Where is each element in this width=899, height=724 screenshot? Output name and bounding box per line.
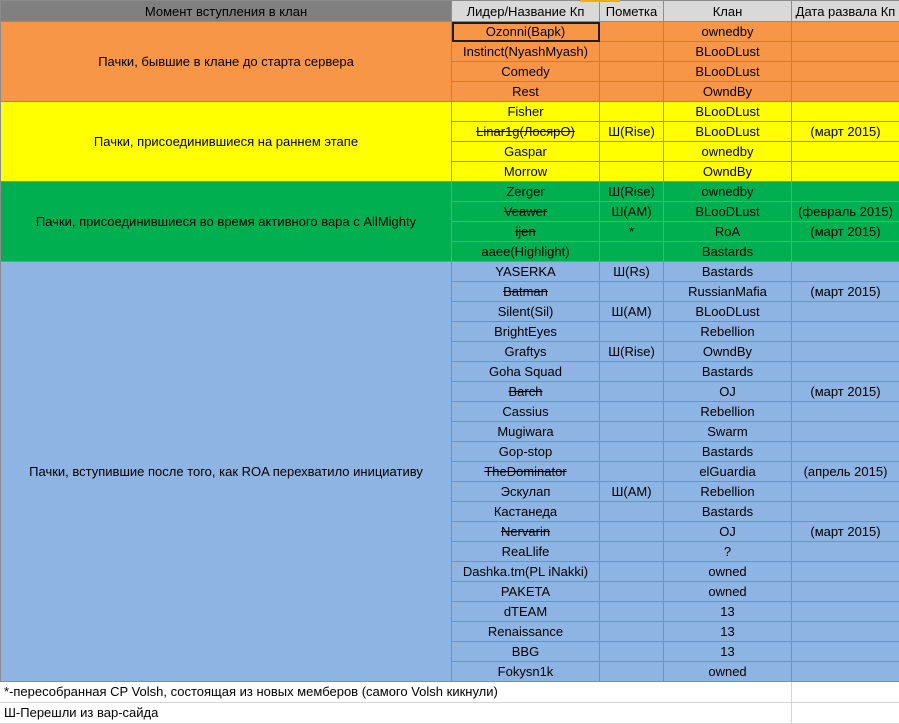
cell-date[interactable] (792, 422, 899, 442)
cell-date-text: (февраль 2015) (798, 204, 893, 219)
cell-clan[interactable] (664, 282, 792, 302)
cell-clan-text: Bastards (702, 244, 753, 259)
cell-note[interactable] (600, 342, 664, 362)
cell-note[interactable] (600, 122, 664, 142)
cell-note[interactable] (600, 622, 664, 642)
cell-clan[interactable] (664, 662, 792, 682)
cell-leader[interactable] (452, 362, 600, 382)
cell-note[interactable] (600, 222, 664, 242)
cell-leader-text: dTEAM (504, 604, 547, 619)
cell-note[interactable] (600, 422, 664, 442)
cell-leader[interactable] (452, 562, 600, 582)
sheet-corner-marker (580, 0, 620, 2)
cell-date[interactable] (792, 342, 899, 362)
cell-clan-text: OwndBy (703, 164, 752, 179)
cell-note[interactable] (600, 162, 664, 182)
cell-clan-text: BLooDLust (695, 104, 759, 119)
cell-note[interactable] (600, 662, 664, 682)
cell-note[interactable] (600, 482, 664, 502)
cell-clan[interactable] (664, 442, 792, 462)
cell-leader-text: aaee(Highlight) (481, 244, 569, 259)
cell-note[interactable] (600, 522, 664, 542)
cell-leader-text: BrightEyes (494, 324, 557, 339)
cell-clan-text: Bastards (702, 364, 753, 379)
cell-clan[interactable] (664, 462, 792, 482)
cell-leader[interactable] (452, 662, 600, 682)
cell-note[interactable] (600, 182, 664, 202)
group-label[interactable]: Пачки, присоединившиеся на раннем этапе (1, 102, 452, 182)
cell-leader[interactable] (452, 322, 600, 342)
cell-clan-text: BLooDLust (695, 64, 759, 79)
cell-note[interactable] (600, 242, 664, 262)
cell-leader[interactable] (452, 262, 600, 282)
header-row (1, 1, 899, 22)
cell-leader[interactable] (452, 62, 600, 82)
cell-note[interactable] (600, 202, 664, 222)
group-label[interactable]: Пачки, присоединившиеся во время активного вара с AllMighty (1, 182, 452, 262)
cell-clan[interactable] (664, 182, 792, 202)
cell-leader-text: Gop-stop (499, 444, 552, 459)
cell-leader[interactable] (452, 182, 600, 202)
cell-note-text: * (629, 224, 634, 239)
cell-clan-text: Rebellion (700, 324, 754, 339)
cell-note[interactable] (600, 502, 664, 522)
cell-clan-text: OJ (719, 524, 736, 539)
cell-note[interactable] (600, 42, 664, 62)
header-date[interactable]: Дата развала Кп (792, 1, 899, 22)
cell-clan-text: OJ (719, 384, 736, 399)
cell-date[interactable] (792, 302, 899, 322)
cell-note[interactable] (600, 562, 664, 582)
cell-clan-text: owned (708, 664, 746, 679)
cell-leader-text: ReaLlife (502, 544, 550, 559)
cell-leader-text: Zerger (506, 184, 544, 199)
cell-leader[interactable] (452, 602, 600, 622)
cell-leader-text: Dashka.tm(PL iNakki) (463, 564, 588, 579)
cell-date[interactable] (792, 402, 899, 422)
cell-clan-text: BLooDLust (695, 304, 759, 319)
cell-clan-text: BLooDLust (695, 44, 759, 59)
cell-date[interactable] (792, 442, 899, 462)
cell-date-text: (март 2015) (810, 524, 880, 539)
cell-leader-text: Эскулап (501, 484, 551, 499)
cell-clan-text: Swarm (707, 424, 747, 439)
cell-note[interactable] (600, 402, 664, 422)
cell-leader-text: Graftys (505, 344, 547, 359)
cell-note-text: Ш(Rise) (608, 344, 655, 359)
cell-clan-text: BLooDLust (695, 204, 759, 219)
cell-date[interactable] (792, 222, 899, 242)
cell-leader[interactable] (452, 22, 600, 42)
cell-clan-text: 13 (720, 624, 734, 639)
cell-note-text: Ш(Rs) (613, 264, 649, 279)
cell-date[interactable] (792, 622, 899, 642)
cell-clan[interactable] (664, 302, 792, 322)
header-clan[interactable]: Клан (664, 1, 792, 22)
cell-clan-text: Rebellion (700, 404, 754, 419)
cell-note-text: Ш(Rise) (608, 124, 655, 139)
cell-clan-text: owned (708, 564, 746, 579)
cell-note[interactable] (600, 602, 664, 622)
cell-leader[interactable] (452, 482, 600, 502)
cell-leader[interactable] (452, 402, 600, 422)
cell-leader-text: Mugiwara (497, 424, 553, 439)
cell-clan-text: RoA (715, 224, 740, 239)
cell-note-text: Ш(AM) (611, 304, 651, 319)
cell-note[interactable] (600, 82, 664, 102)
cell-date-text: (март 2015) (810, 224, 880, 239)
cell-leader-text: Rest (512, 84, 539, 99)
cell-clan-text: BLooDLust (695, 124, 759, 139)
cell-leader[interactable] (452, 462, 600, 482)
cell-clan[interactable] (664, 322, 792, 342)
cell-clan[interactable] (664, 642, 792, 662)
cell-note[interactable] (600, 642, 664, 662)
cell-clan-text: OwndBy (703, 344, 752, 359)
cell-clan[interactable] (664, 402, 792, 422)
cell-clan[interactable] (664, 342, 792, 362)
cell-leader-text: Goha Squad (489, 364, 562, 379)
cell-leader-text: Fisher (507, 104, 543, 119)
cell-date[interactable] (792, 542, 899, 562)
cell-date[interactable] (792, 122, 899, 142)
cell-date[interactable] (792, 202, 899, 222)
cell-date[interactable] (792, 262, 899, 282)
cell-date-text: (апрель 2015) (804, 464, 888, 479)
cell-date-text: (март 2015) (810, 124, 880, 139)
cell-date[interactable] (792, 462, 899, 482)
cell-note[interactable] (600, 582, 664, 602)
cell-clan-text: OwndBy (703, 84, 752, 99)
cell-date[interactable] (792, 142, 899, 162)
cell-leader-text: PAKETA (501, 584, 550, 599)
table-row (1, 102, 899, 122)
cell-leader-text: Кастанеда (494, 504, 557, 519)
cell-note[interactable] (600, 542, 664, 562)
cell-leader[interactable] (452, 382, 600, 402)
cell-date[interactable] (792, 662, 899, 682)
cell-leader-text: Silent(Sil) (498, 304, 554, 319)
cell-leader[interactable] (452, 82, 600, 102)
cell-leader[interactable] (452, 502, 600, 522)
cell-leader-text: Veawer (504, 204, 547, 219)
cell-note-text: Ш(Rise) (608, 184, 655, 199)
cell-clan-text: ownedby (701, 24, 753, 39)
footnote-sh[interactable]: Ш-Перешли из вар-сайда (0, 703, 899, 724)
group-label[interactable]: Пачки, бывшие в клане до старта сервера (1, 22, 452, 102)
cell-leader-text: TheDominator (484, 464, 566, 479)
cell-leader-text: Linar1g(ЛосярО) (476, 124, 575, 139)
cell-note[interactable] (600, 142, 664, 162)
cell-clan[interactable] (664, 202, 792, 222)
cell-clan[interactable] (664, 482, 792, 502)
cell-note[interactable] (600, 322, 664, 342)
cell-leader-text: Batman (503, 284, 548, 299)
cell-clan[interactable] (664, 222, 792, 242)
cell-leader-text: Renaissance (488, 624, 563, 639)
cell-note[interactable] (600, 302, 664, 322)
cell-date[interactable] (792, 562, 899, 582)
cell-date[interactable] (792, 22, 899, 42)
cell-leader-text: Instinct(NyashMyash) (463, 44, 588, 59)
cell-date[interactable] (792, 642, 899, 662)
cell-date[interactable] (792, 62, 899, 82)
cell-date[interactable] (792, 322, 899, 342)
cell-leader[interactable] (452, 422, 600, 442)
cell-leader-text: Gaspar (504, 144, 547, 159)
cell-date[interactable] (792, 522, 899, 542)
cell-date-text: (март 2015) (810, 384, 880, 399)
cell-clan[interactable] (664, 42, 792, 62)
cell-clan-text: elGuardia (699, 464, 755, 479)
cell-note[interactable] (600, 62, 664, 82)
cell-clan[interactable] (664, 122, 792, 142)
cell-leader[interactable] (452, 42, 600, 62)
cell-clan[interactable] (664, 142, 792, 162)
cell-clan-text: ownedby (701, 144, 753, 159)
cell-date[interactable] (792, 102, 899, 122)
cell-leader[interactable] (452, 122, 600, 142)
cell-clan[interactable] (664, 82, 792, 102)
cell-clan-text: Bastards (702, 504, 753, 519)
footnote-star[interactable]: *-пересобранная CP Volsh, состоящая из новых мемберов (самого Volsh кикнули) (0, 682, 899, 703)
cell-leader-text: Ozonni(Bapk) (486, 24, 565, 39)
cell-clan-text: ownedby (701, 184, 753, 199)
cell-date[interactable] (792, 162, 899, 182)
cell-clan[interactable] (664, 22, 792, 42)
header-moment[interactable]: Момент вступления в клан (1, 1, 452, 22)
cell-date[interactable] (792, 382, 899, 402)
cell-clan[interactable] (664, 62, 792, 82)
cell-leader[interactable] (452, 622, 600, 642)
cell-clan[interactable] (664, 162, 792, 182)
cell-clan-text: Rebellion (700, 484, 754, 499)
cell-leader[interactable] (452, 142, 600, 162)
cell-leader-text: Comedy (501, 64, 549, 79)
cell-note[interactable] (600, 382, 664, 402)
cell-date[interactable] (792, 602, 899, 622)
cell-note[interactable] (600, 262, 664, 282)
cell-note-text: Ш(AM) (611, 484, 651, 499)
footnotes (0, 682, 899, 724)
cell-note[interactable] (600, 22, 664, 42)
cell-leader-text: Morrow (504, 164, 547, 179)
cell-clan[interactable] (664, 522, 792, 542)
cell-leader[interactable] (452, 282, 600, 302)
cell-note-text: Ш(AM) (611, 204, 651, 219)
cell-date[interactable] (792, 502, 899, 522)
cell-note[interactable] (600, 102, 664, 122)
cell-leader[interactable] (452, 342, 600, 362)
cell-clan[interactable] (664, 102, 792, 122)
cell-leader[interactable] (452, 202, 600, 222)
cell-clan[interactable] (664, 502, 792, 522)
cell-leader[interactable] (452, 542, 600, 562)
cell-date[interactable] (792, 282, 899, 302)
cell-clan-text: owned (708, 584, 746, 599)
cell-date[interactable] (792, 482, 899, 502)
cell-leader-text: Nervarin (501, 524, 550, 539)
cell-clan-text: 13 (720, 604, 734, 619)
cell-leader-text: Barch (509, 384, 543, 399)
cell-leader[interactable] (452, 102, 600, 122)
group-label[interactable]: Пачки, вступившие после того, как ROA перехватило инициативу (1, 262, 452, 682)
cell-date[interactable] (792, 362, 899, 382)
header-note[interactable]: Пометка (600, 1, 664, 22)
cell-leader[interactable] (452, 522, 600, 542)
gridline (791, 682, 792, 724)
cell-leader-text: YASERKA (495, 264, 555, 279)
cell-leader-text: ijen (515, 224, 535, 239)
cell-leader-text: Fokysn1k (498, 664, 554, 679)
table-row (1, 22, 899, 42)
cell-clan-text: RussianMafia (688, 284, 767, 299)
cell-leader-text: Cassius (502, 404, 548, 419)
cell-note[interactable] (600, 442, 664, 462)
table-row (1, 262, 899, 282)
cell-clan[interactable] (664, 562, 792, 582)
cell-date[interactable] (792, 42, 899, 62)
cell-clan[interactable] (664, 582, 792, 602)
cell-date[interactable] (792, 242, 899, 262)
cell-leader[interactable] (452, 222, 600, 242)
cell-clan[interactable] (664, 242, 792, 262)
cell-leader-text: BBG (512, 644, 539, 659)
cell-clan[interactable] (664, 262, 792, 282)
cell-date[interactable] (792, 82, 899, 102)
cell-leader[interactable] (452, 302, 600, 322)
cell-clan[interactable] (664, 362, 792, 382)
cell-clan[interactable] (664, 422, 792, 442)
cell-clan-text: Bastards (702, 444, 753, 459)
cell-date-text: (март 2015) (810, 284, 880, 299)
cell-date[interactable] (792, 182, 899, 202)
cell-clan-text: Bastards (702, 264, 753, 279)
cell-leader[interactable] (452, 582, 600, 602)
cell-clan-text: ? (724, 544, 731, 559)
cell-date[interactable] (792, 582, 899, 602)
cell-leader[interactable] (452, 442, 600, 462)
header-leader[interactable]: Лидер/Название Кп (452, 1, 600, 22)
cell-clan[interactable] (664, 542, 792, 562)
cell-clan[interactable] (664, 382, 792, 402)
table-body (1, 22, 899, 682)
cell-note[interactable] (600, 282, 664, 302)
cell-note[interactable] (600, 462, 664, 482)
cell-leader[interactable] (452, 642, 600, 662)
cell-note[interactable] (600, 362, 664, 382)
cell-clan[interactable] (664, 622, 792, 642)
cell-clan-text: 13 (720, 644, 734, 659)
cell-clan[interactable] (664, 602, 792, 622)
table-row (1, 182, 899, 202)
cell-leader[interactable] (452, 242, 600, 262)
cell-leader[interactable] (452, 162, 600, 182)
